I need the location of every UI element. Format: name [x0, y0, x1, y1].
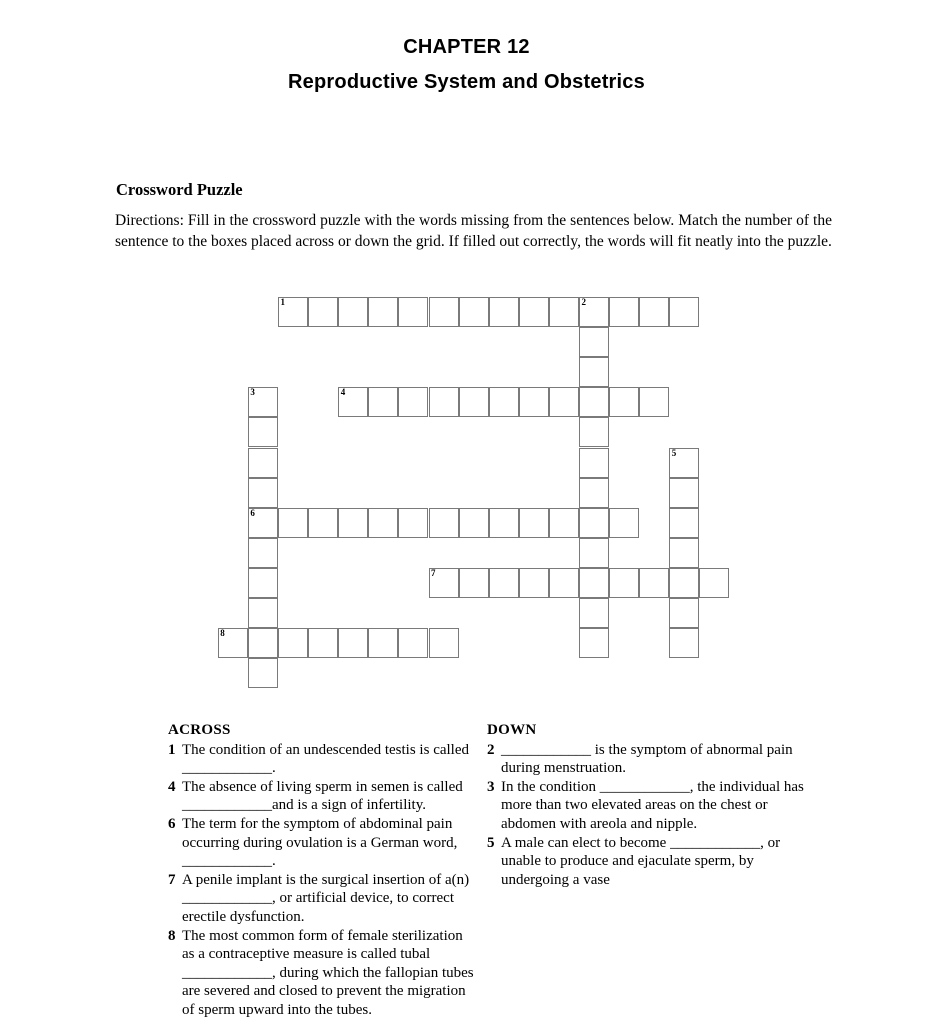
- crossword-cell[interactable]: [338, 387, 368, 417]
- crossword-cell[interactable]: [368, 297, 398, 327]
- crossword-cell[interactable]: [218, 628, 248, 658]
- crossword-cell[interactable]: [639, 297, 669, 327]
- crossword-cell[interactable]: [429, 568, 459, 598]
- clue-number: 3: [487, 778, 495, 795]
- clue-number: 7: [168, 871, 176, 888]
- cell-number: 7: [431, 567, 436, 578]
- crossword-cell[interactable]: [579, 478, 609, 508]
- clue-text: The most common form of female sterilization as a contraceptive measure is called tubal ____________, during which the fallopian tubes are severed and closed to prevent the migration of sperm upward into the tubes.: [182, 927, 474, 1018]
- crossword-cell[interactable]: [669, 538, 699, 568]
- clue-item: [168, 815, 478, 871]
- crossword-cell[interactable]: [278, 297, 308, 327]
- crossword-cell[interactable]: [579, 387, 609, 417]
- crossword-cell[interactable]: [429, 508, 459, 538]
- crossword-cell[interactable]: [699, 568, 729, 598]
- crossword-cell[interactable]: [278, 628, 308, 658]
- cell-number: 5: [671, 447, 677, 458]
- cell-number: 1: [280, 297, 285, 307]
- page-subtitle: Reproductive System and Obstetrics: [288, 71, 645, 93]
- crossword-cell[interactable]: [609, 508, 639, 538]
- crossword-cell[interactable]: [609, 387, 639, 417]
- clue-item: [168, 927, 478, 1020]
- crossword-cell[interactable]: [248, 628, 278, 658]
- across-clues-column: [168, 721, 478, 1020]
- crossword-cell[interactable]: [398, 508, 428, 538]
- crossword-cell[interactable]: [398, 297, 428, 327]
- crossword-cell[interactable]: [248, 568, 278, 598]
- crossword-cell[interactable]: [308, 508, 338, 538]
- crossword-cell[interactable]: [579, 538, 609, 568]
- crossword-cell[interactable]: [579, 297, 609, 327]
- crossword-cell[interactable]: [248, 538, 278, 568]
- crossword-cell[interactable]: [459, 297, 489, 327]
- crossword-cell[interactable]: [609, 568, 639, 598]
- clue-text: The term for the symptom of abdominal pain occurring during ovulation is a German word, ____________.: [182, 815, 458, 870]
- crossword-cell[interactable]: [579, 448, 609, 478]
- crossword-cell[interactable]: [248, 417, 278, 447]
- crossword-cell[interactable]: [639, 387, 669, 417]
- crossword-cell[interactable]: [489, 387, 519, 417]
- crossword-cell[interactable]: [669, 568, 699, 598]
- crossword-cell[interactable]: [519, 387, 549, 417]
- clue-item: [487, 778, 807, 834]
- crossword-cell[interactable]: [579, 598, 609, 628]
- crossword-cell[interactable]: [398, 628, 428, 658]
- crossword-cell[interactable]: [248, 598, 278, 628]
- page-title: CHAPTER 12: [403, 36, 530, 58]
- clue-number: 6: [168, 815, 176, 832]
- crossword-cell[interactable]: [308, 297, 338, 327]
- crossword-cell[interactable]: [338, 508, 368, 538]
- crossword-cell[interactable]: [429, 387, 459, 417]
- crossword-cell[interactable]: [278, 508, 308, 538]
- across-heading: ACROSS: [168, 722, 231, 738]
- crossword-cell[interactable]: [248, 448, 278, 478]
- crossword-cell[interactable]: [338, 297, 368, 327]
- crossword-cell[interactable]: [398, 387, 428, 417]
- crossword-cell[interactable]: [459, 387, 489, 417]
- crossword-cell[interactable]: [669, 628, 699, 658]
- cell-number: 3: [250, 387, 255, 398]
- crossword-cell[interactable]: [549, 508, 579, 538]
- crossword-cell[interactable]: [579, 357, 609, 387]
- cell-number: 8: [220, 628, 225, 639]
- crossword-cell[interactable]: [669, 598, 699, 628]
- crossword-cell[interactable]: [248, 508, 278, 538]
- crossword-cell[interactable]: [489, 568, 519, 598]
- clue-text: The condition of an undescended testis is called ____________.: [182, 741, 469, 777]
- crossword-cell[interactable]: [549, 568, 579, 598]
- crossword-cell[interactable]: [669, 297, 699, 327]
- down-clue-list: [487, 741, 807, 890]
- clue-number: 8: [168, 927, 176, 944]
- crossword-cell[interactable]: [368, 508, 398, 538]
- across-clue-list: [168, 741, 478, 1020]
- crossword-cell[interactable]: [519, 568, 549, 598]
- crossword-cell[interactable]: [579, 417, 609, 447]
- cell-number: 6: [250, 507, 255, 518]
- section-heading: Crossword Puzzle: [116, 180, 243, 199]
- clue-text: A male can elect to become ____________, or unable to produce and ejaculate sperm, by undergoing a vase: [501, 834, 781, 888]
- directions-text: Directions: Fill in the crossword puzzle with the words missing from the sentences below. Match the number of the sentence to the boxes placed across or down the grid. If filled out correctly, the words will fit neatly into the puzzle.: [115, 212, 832, 250]
- crossword-cell[interactable]: [459, 508, 489, 538]
- crossword-cell[interactable]: [368, 628, 398, 658]
- clue-item: [168, 871, 478, 927]
- clue-number: 5: [487, 834, 495, 851]
- down-heading: DOWN: [487, 722, 537, 738]
- crossword-cell[interactable]: [489, 508, 519, 538]
- clue-number: 4: [168, 778, 176, 795]
- crossword-cell[interactable]: [519, 508, 549, 538]
- crossword-cell[interactable]: [519, 297, 549, 327]
- clue-text: In the condition ____________, the individual has more than two elevated areas on the chest or abdomen with areola and nipple.: [501, 778, 804, 832]
- crossword-cell[interactable]: [579, 568, 609, 598]
- clue-item: [168, 778, 478, 815]
- crossword-cell[interactable]: [549, 387, 579, 417]
- crossword-cell[interactable]: [248, 658, 278, 688]
- crossword-cell[interactable]: [669, 508, 699, 538]
- crossword-cell[interactable]: [579, 508, 609, 538]
- cell-number: 4: [340, 387, 346, 398]
- crossword-cell[interactable]: [429, 628, 459, 658]
- crossword-cell[interactable]: [609, 297, 639, 327]
- crossword-cell[interactable]: [549, 297, 579, 327]
- crossword-cell[interactable]: [669, 478, 699, 508]
- crossword-cell[interactable]: [338, 628, 368, 658]
- clue-text: The absence of living sperm in semen is called ____________and is a sign of infertility.: [182, 778, 463, 814]
- clue-number: 1: [168, 741, 176, 758]
- crossword-cell[interactable]: [459, 568, 489, 598]
- crossword-cell[interactable]: [248, 478, 278, 508]
- crossword-cell[interactable]: [489, 297, 519, 327]
- crossword-cell[interactable]: [669, 448, 699, 478]
- clue-item: [487, 834, 807, 890]
- crossword-cell[interactable]: [248, 387, 278, 417]
- clue-text: A penile implant is the surgical insertion of a(n) ____________, or artificial device, to correct erectile dysfunction.: [182, 871, 470, 925]
- crossword-cell[interactable]: [308, 628, 338, 658]
- cell-number: 2: [581, 297, 586, 307]
- clue-item: [168, 741, 478, 778]
- crossword-cell[interactable]: [639, 568, 669, 598]
- crossword-cell[interactable]: [579, 327, 609, 357]
- crossword-cell[interactable]: [429, 297, 459, 327]
- clue-number: 2: [487, 741, 495, 758]
- clue-text: ____________ is the symptom of abnormal pain during menstruation.: [501, 741, 793, 777]
- crossword-cell[interactable]: [579, 628, 609, 658]
- crossword-cell[interactable]: [368, 387, 398, 417]
- clue-item: [487, 741, 807, 778]
- down-clues-column: [487, 721, 807, 889]
